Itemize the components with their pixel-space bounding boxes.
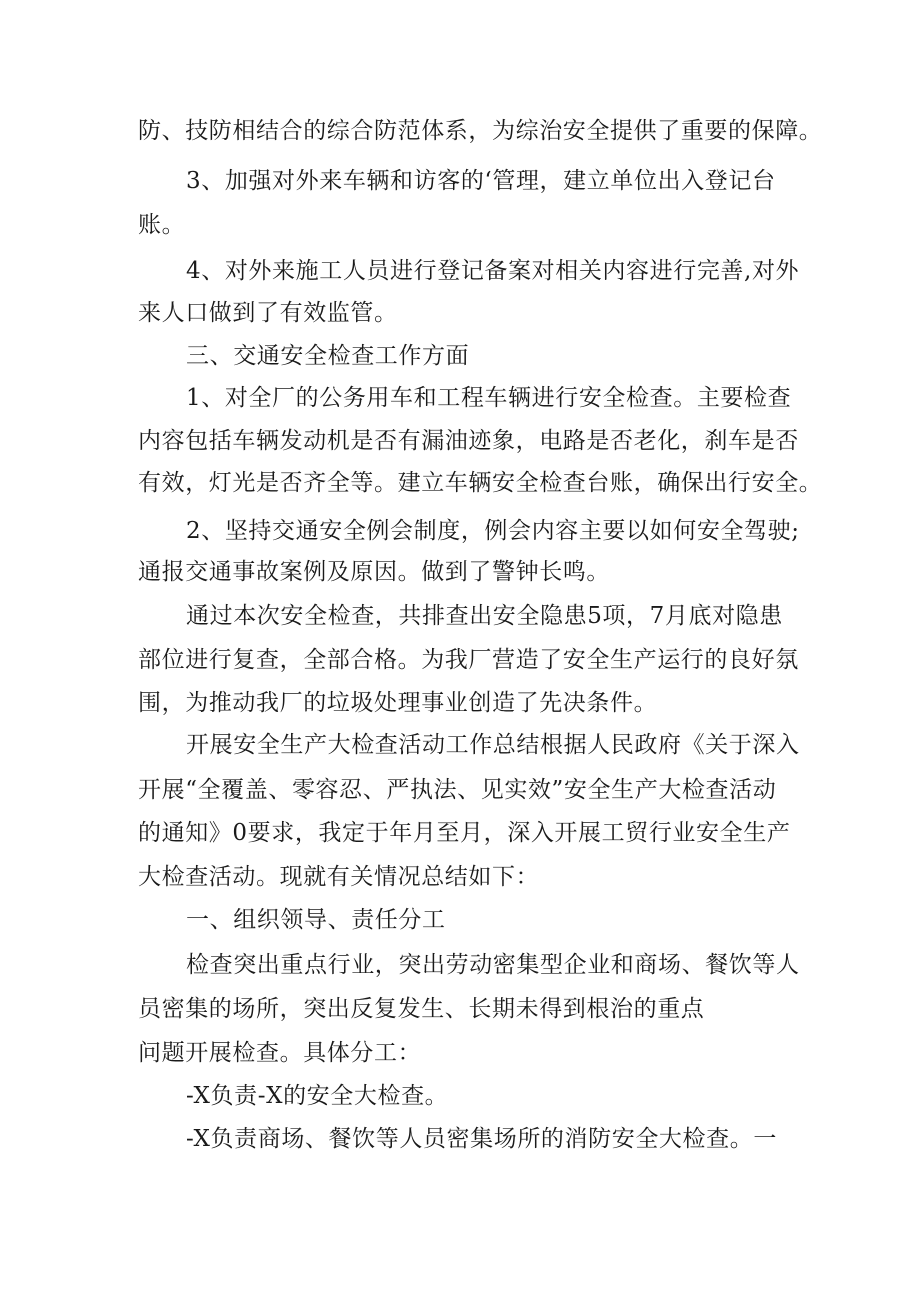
section-heading: 三、交通安全检查工作方面 — [186, 343, 470, 369]
text-line: 开展安全生产大检查活动工作总结根据人民政府《关于深入 — [186, 732, 800, 758]
text-line: 通过本次安全检查，共排查出安全隐患5项，7月底对隐患 — [186, 603, 783, 629]
text-line: 内容包括车辆发动机是否有漏油迹象，电路是否老化，刹车是否 — [138, 428, 799, 454]
text-line: 围，为推动我厂的垃圾处理事业创造了先决条件。 — [138, 690, 658, 716]
text-line: 账。 — [138, 212, 186, 238]
text-line: 问题开展检查。具体分工： — [138, 1040, 422, 1066]
section-heading: 一、组织领导、责任分工 — [186, 907, 446, 933]
text-line: 3、加强对外来车辆和访客的‘管理，建立单位出入登记台 — [186, 168, 776, 194]
text-line: 有效，灯光是否齐全等。建立车辆安全检查台账，确保出行安全。 — [138, 470, 823, 496]
text-line: -X负责-X的安全大检查。 — [186, 1083, 449, 1109]
text-line: 防、技防相结合的综合防范体系，为综治安全提供了重要的保障。 — [138, 118, 823, 144]
text-line: -X负责商场、餐饮等人员密集场所的消防安全大检查。一 — [186, 1126, 777, 1152]
text-line: 检查突出重点行业，突出劳动密集型企业和商场、餐饮等人 — [186, 952, 800, 978]
text-line: 通报交通事故案例及原因。做到了警钟长鸣。 — [138, 559, 610, 585]
text-line: 2、坚持交通安全例会制度，例会内容主要以如何安全驾驶; — [186, 518, 800, 544]
text-line: 4、对外来施工人员进行登记备案对相关内容进行完善,对外 — [186, 258, 800, 284]
text-line: 来人口做到了有效监管。 — [138, 300, 398, 326]
text-line: 大检查活动。现就有关情况总结如下： — [138, 864, 540, 890]
text-line: 开展“全覆盖、零容忍、严执法、见实效”安全生产大检查活动 — [138, 777, 777, 803]
text-line: 部位进行复查，全部合格。为我厂营造了安全生产运行的良好氛 — [138, 647, 799, 673]
text-line: 的通知》0要求，我定于年月至月，深入开展工贸行业安全生产 — [138, 820, 791, 846]
text-line: 员密集的场所，突出反复发生、长期未得到根治的重点 — [138, 996, 705, 1022]
text-line: 1、对全厂的公务用车和工程车辆进行安全检查。主要检查 — [186, 385, 792, 411]
